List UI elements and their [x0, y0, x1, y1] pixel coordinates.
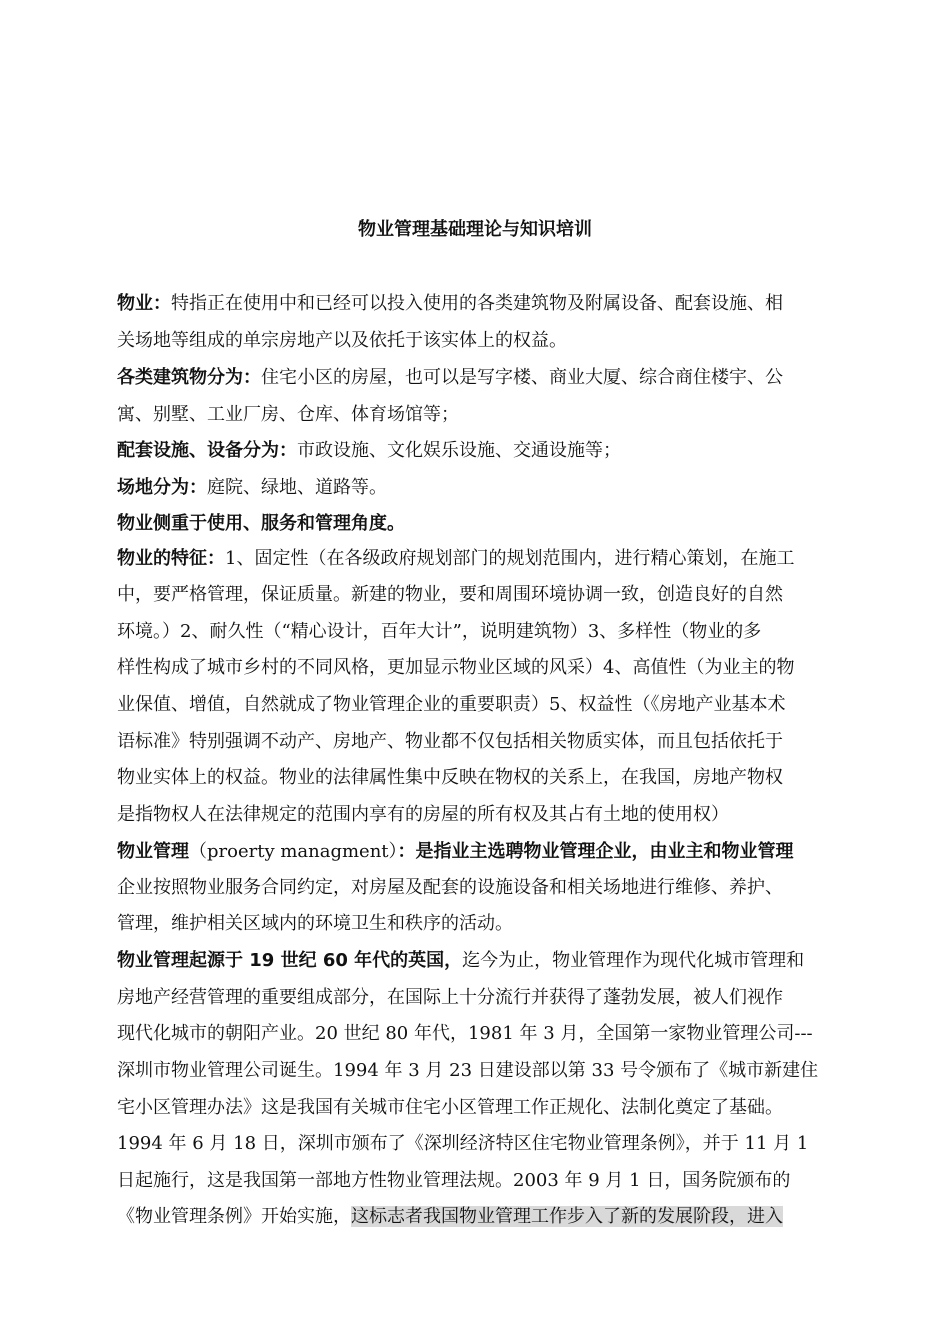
line-text: 关场地等组成的单宗房地产以及依托于该实体上的权益。	[117, 330, 567, 351]
paragraph-line	[117, 292, 837, 316]
paragraph-line	[117, 1132, 837, 1156]
paragraph-line	[117, 583, 837, 607]
paragraph-line	[117, 730, 837, 754]
line-text: 深圳市物业管理公司诞生。1994 年 3 月 23 日建设部以第 33 号令颁布了《城市新建住	[117, 1060, 819, 1081]
line-text: 环境。）2、耐久性（“精心设计，百年大计”，说明建筑物）3、多样性（物业的多	[117, 621, 762, 642]
line-text: 日起施行，这是我国第一部地方性物业管理法规。2003 年 9 月 1 日，国务院颁布的	[117, 1170, 791, 1191]
term-label: 场地分为：	[117, 477, 207, 498]
paragraph-line	[117, 403, 837, 427]
paragraph-line	[117, 656, 837, 680]
paragraph-line	[117, 986, 837, 1010]
line-text: 物业实体上的权益。物业的法律属性集中反映在物权的关系上，在我国，房地产物权	[117, 767, 783, 788]
paragraph-line	[117, 1059, 837, 1083]
line-text: 管理，维护相关区域内的环境卫生和秩序的活动。	[117, 913, 513, 934]
paragraph-line	[117, 1022, 837, 1046]
line-text: 《物业管理条例》开始实施，	[117, 1206, 351, 1227]
paragraph-line	[117, 329, 837, 353]
document-title: 物业管理基础理论与知识培训	[358, 219, 592, 240]
line-text: （proerty managment）	[189, 841, 398, 862]
line-text: 语标准》特别强调不动产、房地产、物业都不仅包括相关物质实体，而且包括依托于	[117, 731, 783, 752]
paragraph-line	[117, 766, 837, 790]
line-text: 企业按照物业服务合同约定，对房屋及配套的设施设备和相关场地进行维修、养护、	[117, 877, 783, 898]
paragraph-line	[117, 439, 837, 463]
line-text: 庭院、绿地、道路等。	[207, 477, 387, 498]
line-text: 房地产经营管理的重要组成部分，在国际上十分流行并获得了蓬勃发展，被人们视作	[117, 987, 783, 1008]
line-text: 1、固定性（在各级政府规划部门的规划范围内，进行精心策划，在施工	[225, 548, 795, 569]
paragraph-line	[117, 1096, 837, 1120]
line-text: 特指正在使用中和已经可以投入使用的各类建筑物及附属设备、配套设施、相	[171, 293, 783, 314]
line-text: 1994 年 6 月 18 日，深圳市颁布了《深圳经济特区住宅物业管理条例》，并于 11 月 1	[117, 1133, 809, 1154]
line-text: 寓、别墅、工业厂房、仓库、体育场馆等；	[117, 404, 459, 425]
highlighted-text: 这标志者我国物业管理工作步入了新的发展阶段，进入	[351, 1206, 783, 1227]
paragraph-line	[117, 476, 837, 500]
paragraph-line	[117, 1169, 837, 1193]
term-label: 各类建筑物分为：	[117, 367, 261, 388]
line-text: 中，要严格管理，保证质量。新建的物业，要和周围环境协调一致，创造良好的自然	[117, 584, 783, 605]
term-label: 配套设施、设备分为：	[117, 440, 297, 461]
line-text: 样性构成了城市乡村的不同风格，更加显示物业区域的风采）4、高值性（为业主的物	[117, 657, 795, 678]
line-text: 现代化城市的朝阳产业。20 世纪 80 年代，1981 年 3 月，全国第一家物业管理公司---	[117, 1023, 813, 1044]
paragraph-line	[117, 840, 837, 864]
term-label: 物业管理	[117, 841, 189, 862]
paragraph-line	[117, 803, 837, 827]
term-label: 物业的特征：	[117, 548, 225, 569]
paragraph-line	[117, 620, 837, 644]
line-text: 住宅小区的房屋，也可以是写字楼、商业大厦、综合商住楼宇、公	[261, 367, 783, 388]
paragraph-line	[117, 547, 837, 571]
term-label: 物业：	[117, 293, 171, 314]
line-text: 宅小区管理办法》这是我国有关城市住宅小区管理工作正规化、法制化奠定了基础。	[117, 1097, 783, 1118]
term-label: 物业管理起源于 19 世纪 60 年代的英国，	[117, 950, 463, 971]
paragraph-line	[117, 1205, 837, 1229]
line-text: 业保值、增值，自然就成了物业管理企业的重要职责）5、权益性（《房地产业基本术	[117, 694, 786, 715]
line-text: 市政设施、文化娱乐设施、交通设施等；	[297, 440, 621, 461]
line-text-bold: ：是指业主选聘物业管理企业，由业主和物业管理	[397, 841, 794, 862]
paragraph-line	[117, 512, 837, 536]
paragraph-line	[117, 366, 837, 390]
term-label: 物业侧重于使用、服务和管理角度。	[117, 513, 405, 534]
paragraph-line	[117, 693, 837, 717]
line-text: 迄今为止，物业管理作为现代化城市管理和	[462, 950, 805, 971]
paragraph-line	[117, 876, 837, 900]
paragraph-line	[117, 912, 837, 936]
paragraph-line	[117, 949, 837, 973]
line-text: 是指物权人在法律规定的范围内享有的房屋的所有权及其占有土地的使用权）	[117, 804, 729, 825]
